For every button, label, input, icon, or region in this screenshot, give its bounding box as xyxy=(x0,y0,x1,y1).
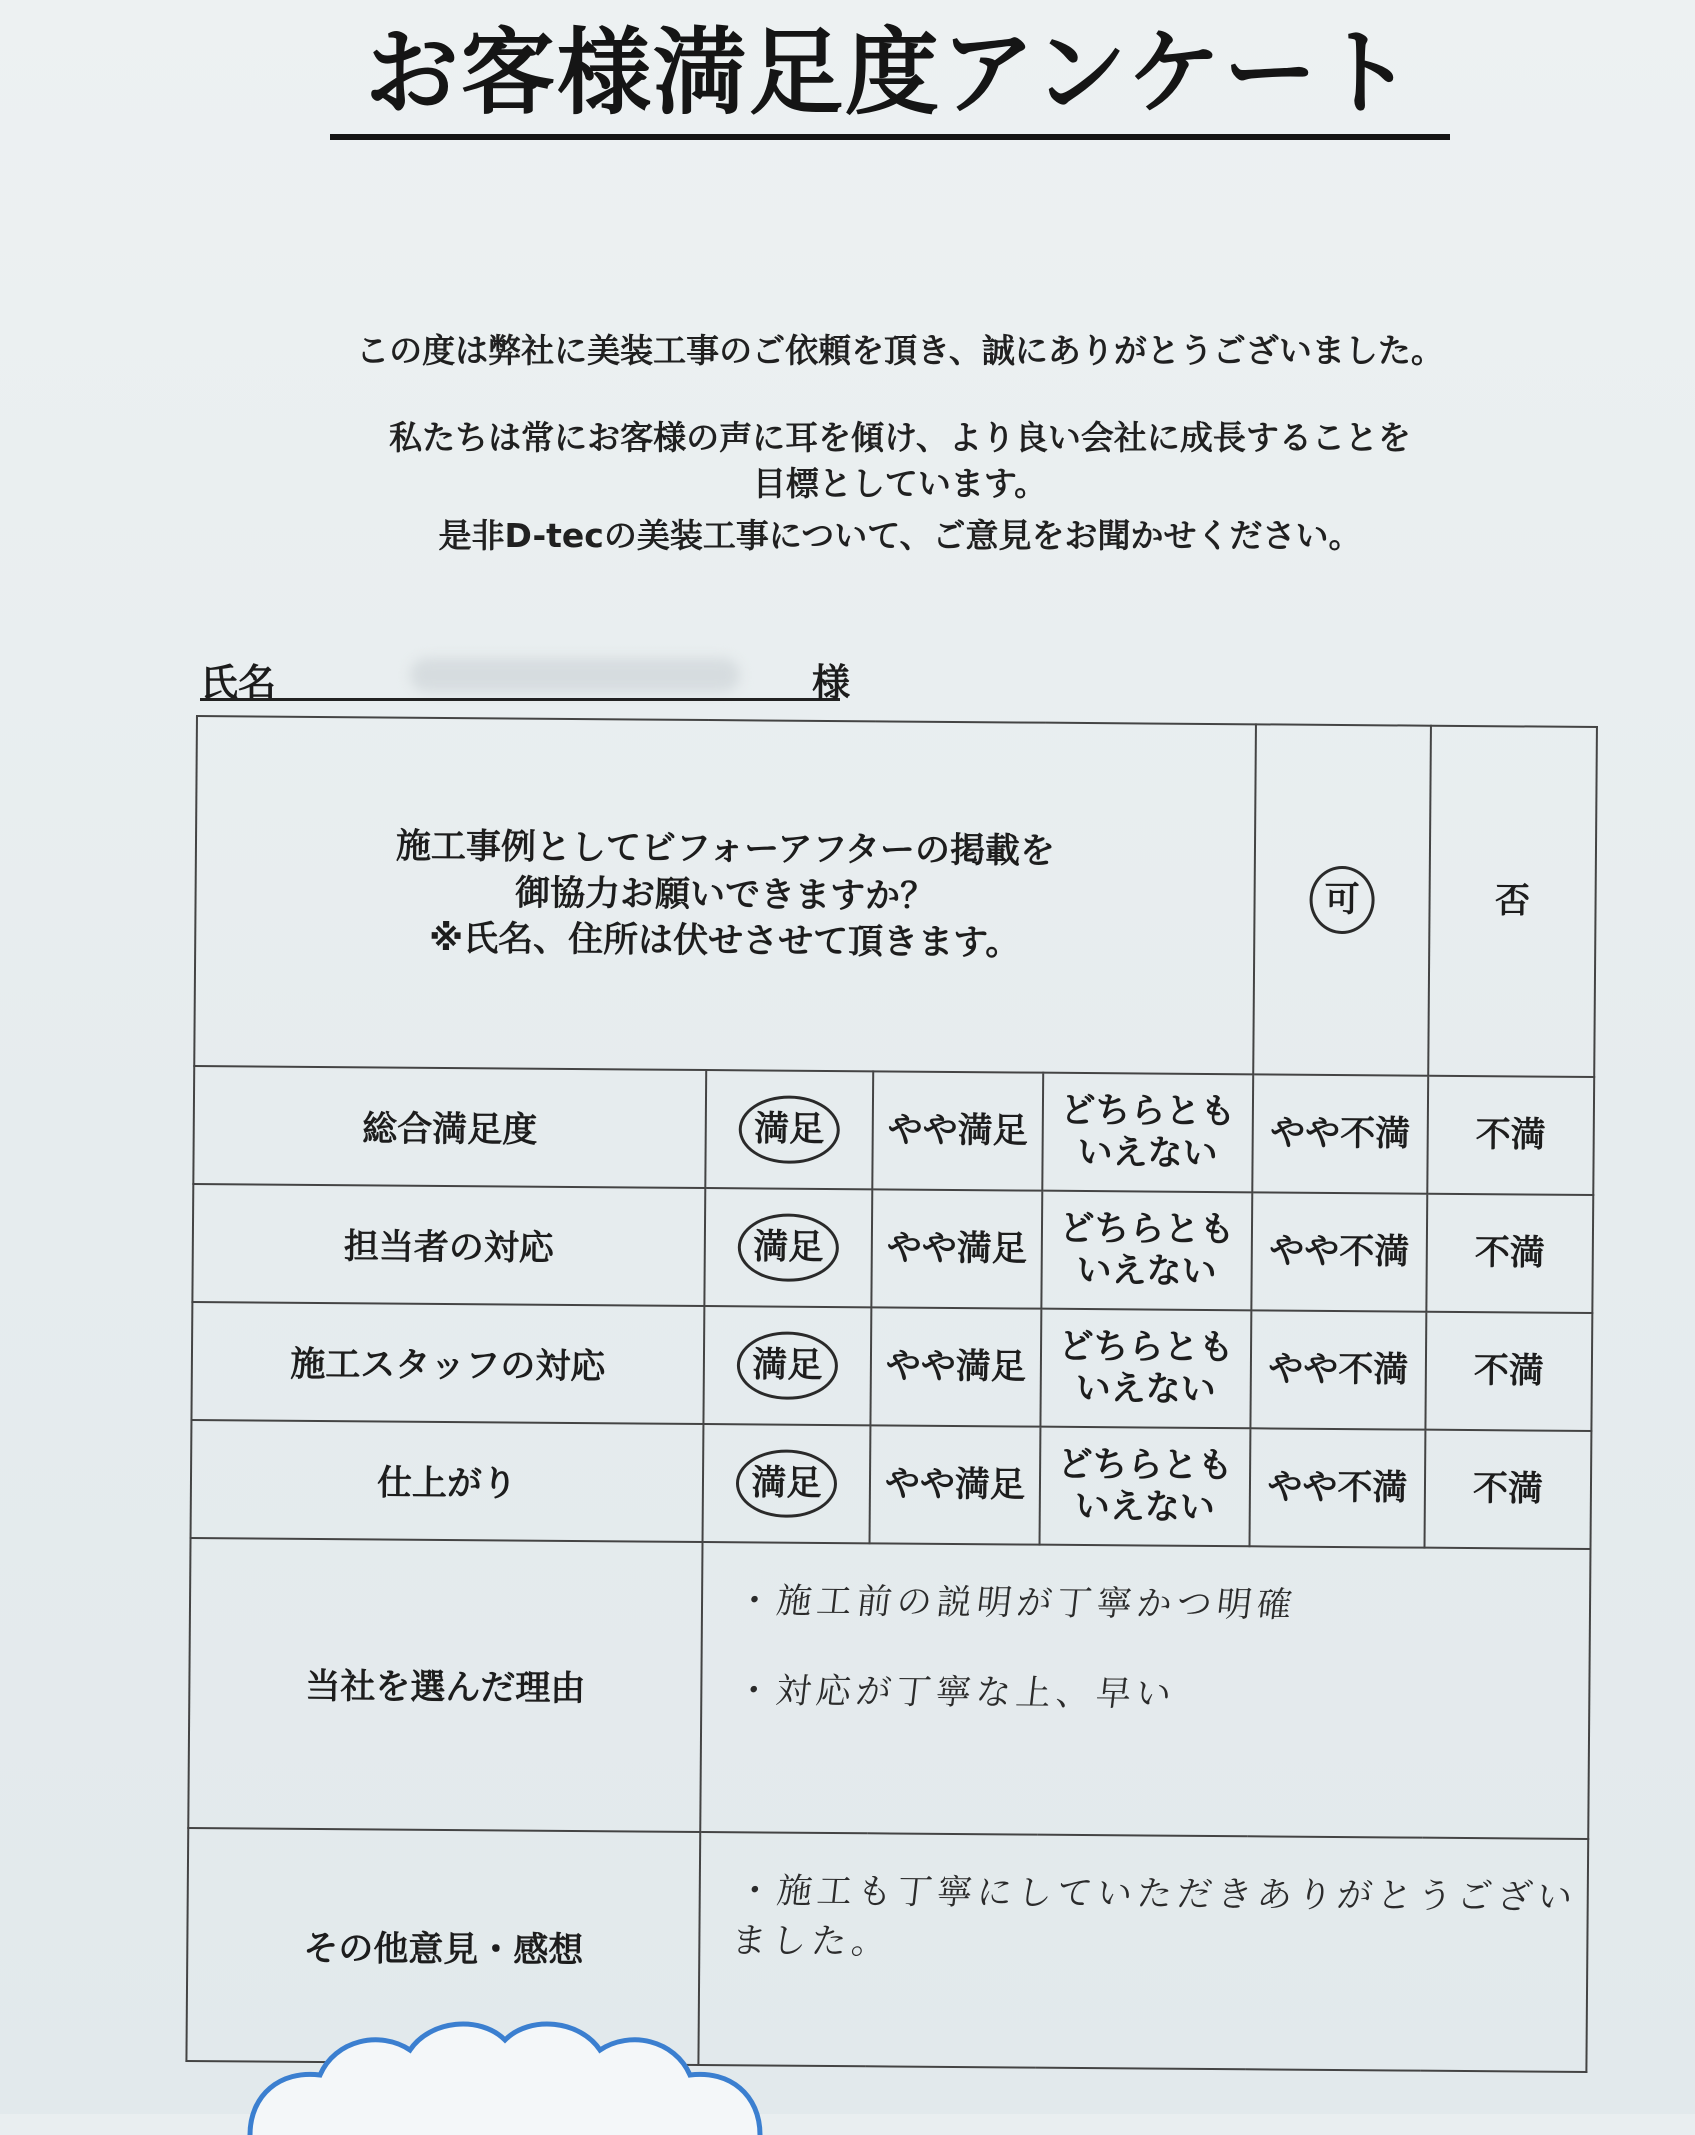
comments-answer-field[interactable] xyxy=(698,1832,1588,2072)
rating-label: 総合満足度 xyxy=(193,1066,706,1188)
option-dissatisfied[interactable] xyxy=(1424,1430,1591,1549)
name-underline xyxy=(200,698,840,701)
option-label-line-1: どちらとも xyxy=(1057,1444,1233,1487)
option-dissatisfied[interactable] xyxy=(1426,1194,1593,1313)
option-label: やや満足 xyxy=(886,1228,1027,1270)
option-label: やや満足 xyxy=(887,1110,1028,1152)
selected-circle: 満足 xyxy=(737,1331,838,1400)
option-somewhat-satisfied[interactable] xyxy=(870,1425,1041,1544)
option-somewhat-dissatisfied[interactable] xyxy=(1252,1074,1428,1193)
selected-circle: 満足 xyxy=(736,1449,837,1518)
option-label: やや不満 xyxy=(1267,1467,1408,1509)
option-satisfied[interactable] xyxy=(703,1424,871,1543)
handwritten-answer: ・施工前の説明が丁寧かつ明確 xyxy=(734,1581,1299,1626)
option-neutral[interactable] xyxy=(1040,1427,1251,1547)
option-satisfied[interactable] xyxy=(703,1306,871,1425)
selected-circle: 満足 xyxy=(738,1213,839,1282)
option-label-line-1: どちらとも xyxy=(1059,1208,1235,1251)
survey-table xyxy=(185,715,1598,2073)
permission-question-line-1: 施工事例としてビフォーアフターの掲載を xyxy=(395,826,1056,872)
option-somewhat-satisfied[interactable] xyxy=(872,1071,1043,1190)
handwritten-answer: ・施工も丁寧にしていただきありがとうございました。 xyxy=(729,1871,1580,1963)
reason-row xyxy=(188,1538,1590,1839)
rating-row-staff-contact xyxy=(192,1184,1593,1313)
option-label-line-2: いえない xyxy=(1075,1368,1216,1411)
cloud-decoration xyxy=(240,2015,770,2135)
reason-label: 当社を選んだ理由 xyxy=(188,1538,702,1832)
rating-row-overall xyxy=(193,1066,1594,1195)
intro-line-1: この度は弊社に美装工事のご依頼を頂き、誠にありがとうございました。 xyxy=(356,331,1444,370)
comments-label: その他意見・感想 xyxy=(186,1828,700,2065)
option-label: やや満足 xyxy=(885,1346,1027,1388)
intro-line-4: 是非D-tecの美装工事について、ご意見をお聞かせください。 xyxy=(438,516,1362,555)
rating-label: 施工スタッフの対応 xyxy=(191,1302,704,1424)
rating-label: 仕上がり xyxy=(191,1420,704,1542)
intro-line-3: 目標としています。 xyxy=(752,464,1048,503)
permission-question xyxy=(194,716,1256,1074)
name-field[interactable] xyxy=(200,652,860,704)
option-label: 不満 xyxy=(1473,1351,1545,1392)
permission-question-line-2: 御協力お願いできますか？ xyxy=(514,873,936,917)
rating-label: 担当者の対応 xyxy=(192,1184,705,1306)
option-somewhat-dissatisfied[interactable] xyxy=(1250,1428,1426,1547)
page-title: お客様満足度アンケート xyxy=(330,20,1450,140)
option-satisfied[interactable] xyxy=(705,1070,873,1189)
option-label-line-1: どちらとも xyxy=(1058,1326,1234,1369)
option-somewhat-satisfied[interactable] xyxy=(871,1189,1042,1308)
reason-answer-field[interactable] xyxy=(700,1542,1590,1839)
permission-option-no[interactable] xyxy=(1428,726,1597,1077)
option-label-line-2: いえない xyxy=(1077,1132,1218,1175)
option-label-line-2: いえない xyxy=(1076,1250,1217,1293)
option-label: 不満 xyxy=(1472,1469,1544,1510)
name-suffix: 様 xyxy=(812,661,851,705)
option-label: やや不満 xyxy=(1270,1113,1411,1155)
option-dissatisfied[interactable] xyxy=(1425,1312,1592,1431)
option-label: 不満 xyxy=(1474,1233,1545,1274)
option-label-line-2: いえない xyxy=(1074,1486,1215,1529)
option-satisfied[interactable] xyxy=(704,1188,872,1307)
handwritten-answer: ・対応が丁寧な上、早い xyxy=(733,1671,1179,1715)
rating-row-construction-staff xyxy=(191,1302,1592,1431)
option-label: やや満足 xyxy=(884,1464,1026,1506)
option-label: 不満 xyxy=(1475,1115,1546,1156)
permission-option-yes[interactable] xyxy=(1253,724,1431,1075)
name-label: 氏名 xyxy=(200,661,277,705)
selected-circle: 満足 xyxy=(739,1095,840,1164)
option-label: やや不満 xyxy=(1269,1231,1410,1273)
option-label: 否 xyxy=(1494,881,1531,922)
permission-question-line-3: ※氏名、住所は伏せさせて頂きます。 xyxy=(428,918,1021,964)
option-neutral[interactable] xyxy=(1040,1309,1251,1429)
option-somewhat-dissatisfied[interactable] xyxy=(1251,1192,1427,1311)
option-somewhat-dissatisfied[interactable] xyxy=(1250,1310,1426,1429)
option-dissatisfied[interactable] xyxy=(1427,1076,1594,1195)
selected-circle: 可 xyxy=(1309,866,1375,935)
option-neutral[interactable] xyxy=(1041,1191,1252,1311)
intro-line-2: 私たちは常にお客様の声に耳を傾け、より良い会社に成長することを xyxy=(389,418,1411,457)
redacted-name xyxy=(410,658,740,692)
option-label-line-1: どちらとも xyxy=(1060,1090,1236,1133)
option-neutral[interactable] xyxy=(1042,1073,1253,1193)
option-label: やや不満 xyxy=(1268,1349,1409,1391)
permission-row xyxy=(194,716,1597,1077)
rating-row-finish xyxy=(191,1420,1592,1549)
option-somewhat-satisfied[interactable] xyxy=(870,1307,1041,1426)
